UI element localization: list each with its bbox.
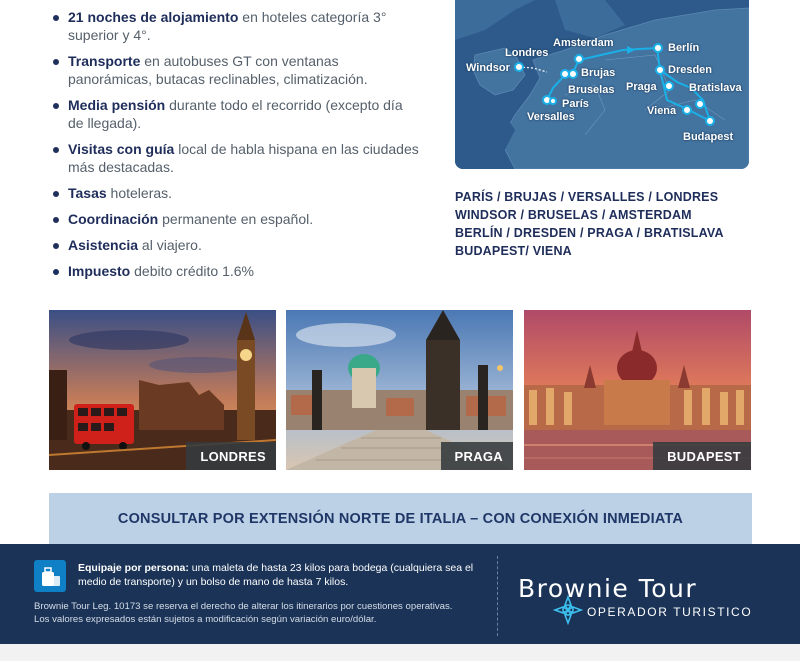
list-item: Media pensión durante todo el recorrido (excepto día de llegada). bbox=[50, 96, 420, 132]
bottom-strip bbox=[0, 644, 800, 661]
city-label-amsterdam: Amsterdam bbox=[553, 37, 614, 49]
list-item: Asistencia al viajero. bbox=[50, 236, 420, 254]
photo-label: BUDAPEST bbox=[653, 442, 751, 470]
inclusions-list bbox=[50, 8, 420, 288]
list-item: Visitas con guía local de habla hispana en las ciudades más destacadas. bbox=[50, 140, 420, 176]
photo-label: PRAGA bbox=[441, 442, 513, 470]
list-item: Coordinación permanente en español. bbox=[50, 210, 420, 228]
extension-banner bbox=[49, 493, 752, 544]
list-item: Impuesto debito crédito 1.6% bbox=[50, 262, 420, 280]
list-item: Transporte en autobuses GT con ventanas panorámicas, butacas reclinables, climatización. bbox=[50, 52, 420, 88]
brand-name: Brownie Tour bbox=[518, 574, 698, 603]
route-summary bbox=[455, 188, 775, 260]
list-item: Tasas hoteleras. bbox=[50, 184, 420, 202]
photo-budapest bbox=[524, 310, 751, 470]
luggage-icon bbox=[34, 560, 66, 592]
route-map bbox=[455, 0, 749, 169]
footer bbox=[0, 544, 800, 644]
city-label-bratislava: Bratislava bbox=[689, 82, 742, 94]
city-label-bruselas: Bruselas bbox=[568, 84, 615, 96]
route-line: BERLÍN / DRESDEN / PRAGA / BRATISLAVA bbox=[455, 226, 724, 240]
city-label-brujas: Brujas bbox=[581, 67, 616, 79]
route-line: WINDSOR / BRUSELAS / AMSTERDAM bbox=[455, 208, 692, 222]
list-item: 21 noches de alojamiento en hoteles categoría 3° superior y 4°. bbox=[50, 8, 420, 44]
banner-text: CONSULTAR POR EXTENSIÓN NORTE DE ITALIA – CON CONEXIÓN INMEDIATA bbox=[117, 510, 684, 527]
legal-notice: Brownie Tour Leg. 10173 se reserva el derecho de alterar los itinerarios por cuestiones operativas. Los valores expresados están sujetos a modificación según variación euro/dólar. bbox=[34, 601, 453, 625]
city-label-versalles: Versalles bbox=[527, 111, 575, 123]
brand-tagline: OPERADOR TURISTICO bbox=[587, 605, 753, 619]
route-line: BUDAPEST/ VIENA bbox=[455, 244, 572, 258]
city-label-viena: Viena bbox=[647, 105, 677, 117]
city-label-windsor: Windsor bbox=[466, 62, 510, 74]
city-label-paris: París bbox=[562, 98, 589, 110]
photo-londres bbox=[49, 310, 276, 470]
city-label-praga: Praga bbox=[626, 81, 657, 93]
city-label-berlin: Berlín bbox=[668, 42, 700, 54]
brand-logo-icon bbox=[553, 595, 583, 625]
city-label-londres: Londres bbox=[505, 47, 549, 59]
city-label-budapest: Budapest bbox=[683, 131, 734, 143]
luggage-info: Equipaje por persona: una maleta de hasta 23 kilos para bodega (cualquiera sea el medio de transporte) y un bolso de mano de hasta 7 kilos. bbox=[78, 562, 474, 588]
photo-praga bbox=[286, 310, 513, 470]
city-label-dresden: Dresden bbox=[668, 64, 713, 76]
photo-label: LONDRES bbox=[186, 442, 276, 470]
footer-divider bbox=[497, 556, 498, 636]
route-line: PARÍS / BRUJAS / VERSALLES / LONDRES bbox=[455, 190, 719, 204]
